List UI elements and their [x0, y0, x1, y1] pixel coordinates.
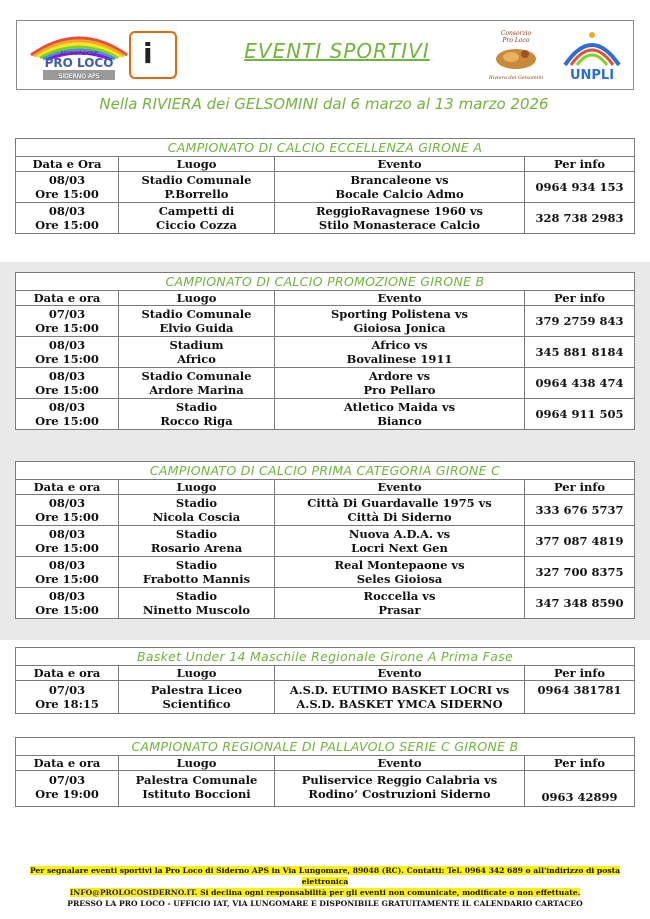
cell-date: [16, 681, 119, 714]
place-line1: Palestra Liceo: [150, 683, 243, 697]
col-header-date: Data e ora: [16, 666, 119, 681]
cell-event: [275, 557, 525, 588]
event-line1: Nuova A.D.A. vs: [348, 527, 451, 541]
section-table-eccellenza: [15, 138, 635, 234]
time: Ore 15:00: [35, 572, 99, 586]
table-row: [16, 495, 635, 526]
place-line2: Rosario Arena: [150, 541, 243, 555]
cell-date: [16, 368, 119, 399]
time: Ore 15:00: [35, 218, 99, 232]
event-line1: Atletico Maida vs: [343, 400, 456, 414]
cell-place: [119, 495, 275, 526]
svg-text:UNPLI: UNPLI: [569, 68, 615, 83]
event-line1: Ardore vs: [368, 369, 431, 383]
event-line2: Bocale Calcio Admo: [335, 187, 464, 201]
cell-event: [275, 306, 525, 337]
time: Ore 15:00: [35, 321, 99, 335]
footer-email: INFO@PROLOCOSIDERNO.IT: [69, 888, 195, 897]
svg-text:SIDERNO APS: SIDERNO APS: [58, 73, 100, 80]
place-line1: Stadium: [169, 338, 224, 352]
cell-info: 0964 438 474: [525, 368, 635, 399]
event-line2: Prasar: [378, 603, 421, 617]
cell-info: 0964 381781: [525, 681, 635, 714]
date: 08/03: [48, 400, 86, 414]
col-header-event: Evento: [275, 756, 525, 771]
col-header-place: Luogo: [119, 756, 275, 771]
cell-info: 0963 42899: [525, 771, 635, 807]
place-line2: P.Borrello: [164, 187, 229, 201]
cell-info: 328 738 2983: [525, 203, 635, 234]
section-table-promozione: [15, 272, 635, 430]
table-row: [16, 337, 635, 368]
table-row: [16, 681, 635, 714]
time: Ore 15:00: [35, 187, 99, 201]
table-row: [16, 588, 635, 619]
period-subtitle: Nella RIVIERA dei GELSOMINI dal 6 marzo al 13 marzo 2026: [99, 95, 549, 113]
cell-event: [275, 681, 525, 714]
col-header-info: Per info: [525, 291, 635, 306]
proloco-siderno-logo: [25, 25, 133, 83]
cell-date: [16, 399, 119, 430]
event-line2: A.S.D. BASKET YMCA SIDERNO: [296, 697, 503, 711]
date: 08/03: [48, 496, 86, 510]
place-line1: Stadio: [175, 400, 218, 414]
svg-text:ASSOCIAZIONE: ASSOCIAZIONE: [60, 51, 98, 57]
place-line2: Frabotto Mannis: [142, 572, 251, 586]
col-header-date: Data e ora: [16, 756, 119, 771]
date: 08/03: [48, 527, 86, 541]
event-line1: Africo vs: [371, 338, 428, 352]
time: Ore 15:00: [35, 383, 99, 397]
place-line2: Nicola Coscia: [152, 510, 241, 524]
event-line2: Locri Next Gen: [351, 541, 448, 555]
event-line1: A.S.D. EUTIMO BASKET LOCRI vs: [289, 683, 510, 697]
cell-date: [16, 306, 119, 337]
table-row: [16, 771, 635, 807]
time: Ore 15:00: [35, 352, 99, 366]
riviera-gelsomini-logo: [485, 27, 547, 83]
date: 08/03: [48, 589, 86, 603]
place-line1: Stadio: [175, 589, 218, 603]
cell-event: [275, 588, 525, 619]
cell-place: [119, 368, 275, 399]
cell-place: [119, 681, 275, 714]
place-line1: Stadio: [175, 527, 218, 541]
time: Ore 18:15: [35, 697, 99, 711]
cell-event: [275, 172, 525, 203]
table-row: [16, 306, 635, 337]
date: 07/03: [48, 683, 86, 697]
date: 08/03: [48, 338, 86, 352]
event-line1: Brancaleone vs: [350, 173, 449, 187]
section-title: CAMPIONATO DI CALCIO PRIMA CATEGORIA GIRONE C: [16, 462, 635, 480]
cell-info: 0964 911 505: [525, 399, 635, 430]
cell-info: 0964 934 153: [525, 172, 635, 203]
table-row: [16, 526, 635, 557]
place-line1: Stadio: [175, 496, 218, 510]
time: Ore 15:00: [35, 414, 99, 428]
cell-info: 345 881 8184: [525, 337, 635, 368]
cell-info: 327 700 8375: [525, 557, 635, 588]
event-line2: Città Di Siderno: [347, 510, 452, 524]
cell-date: [16, 337, 119, 368]
event-line2: Stilo Monasterace Calcio: [318, 218, 481, 232]
table-row: [16, 172, 635, 203]
col-header-info: Per info: [525, 756, 635, 771]
svg-text:Riviera dei Gelsomini: Riviera dei Gelsomini: [488, 75, 544, 81]
place-line1: Stadio Comunale: [141, 173, 252, 187]
cell-place: [119, 337, 275, 368]
place-line2: Ardore Marina: [149, 383, 244, 397]
event-line1: Sporting Polistena vs: [331, 307, 468, 321]
section-table-prima-categoria: [15, 461, 635, 619]
col-header-place: Luogo: [119, 157, 275, 172]
place-line2: Ciccio Cozza: [156, 218, 237, 232]
cell-place: [119, 771, 275, 807]
footer-line1: Per segnalare eventi sportivi la Pro Loco di Siderno APS in Via Lungomare, 89048 (RC). Contatti: Tel. 0964 342 689 o all'indirizzo di posta elettronica: [29, 866, 621, 886]
cell-event: [275, 368, 525, 399]
cell-event: [275, 771, 525, 807]
col-header-date: Data e ora: [16, 291, 119, 306]
col-header-event: Evento: [275, 480, 525, 495]
iat-logo-letter: i: [143, 37, 153, 70]
date: 08/03: [48, 369, 86, 383]
cell-place: [119, 172, 275, 203]
event-line2: Seles Gioiosa: [356, 572, 443, 586]
event-line1: Città Di Guardavalle 1975 vs: [307, 496, 492, 510]
table-row: [16, 557, 635, 588]
section-table-pallavolo: [15, 737, 635, 807]
cell-date: [16, 495, 119, 526]
event-line1: Real Montepaone vs: [334, 558, 465, 572]
cell-date: [16, 771, 119, 807]
place-line1: Stadio: [175, 558, 218, 572]
place-line2: Ninetto Muscolo: [142, 603, 251, 617]
cell-place: [119, 306, 275, 337]
place-line1: Stadio Comunale: [141, 307, 252, 321]
svg-text:PRO LOCO: PRO LOCO: [44, 56, 114, 70]
footer-line3: PRESSO LA PRO LOCO - UFFICIO IAT, VIA LUNGOMARE E DISPONIBILE GRATUITAMENTE IL CALENDARIO CARTACEO: [67, 899, 583, 908]
event-line2: Bovalinese 1911: [346, 352, 453, 366]
svg-text:Consorzio: Consorzio: [500, 30, 532, 37]
cell-date: [16, 557, 119, 588]
cell-event: [275, 203, 525, 234]
place-line1: Campetti di: [158, 204, 235, 218]
place-line2: Scientifico: [162, 697, 231, 711]
table-row: [16, 203, 635, 234]
event-line2: Rodino’ Costruzioni Siderno: [308, 787, 491, 801]
cell-info: 347 348 8590: [525, 588, 635, 619]
place-line1: Stadio Comunale: [141, 369, 252, 383]
date: 08/03: [48, 204, 86, 218]
unpli-logo: [557, 27, 627, 83]
event-line1: Puliservice Reggio Calabria vs: [301, 773, 498, 787]
cell-info: 379 2759 843: [525, 306, 635, 337]
cell-info: 377 087 4819: [525, 526, 635, 557]
time: Ore 15:00: [35, 541, 99, 555]
date: 08/03: [48, 173, 86, 187]
col-header-place: Luogo: [119, 666, 275, 681]
cell-event: [275, 526, 525, 557]
iat-logo: [129, 31, 177, 79]
cell-info: 333 676 5737: [525, 495, 635, 526]
table-row: [16, 399, 635, 430]
col-header-info: Per info: [525, 157, 635, 172]
place-line2: Africo: [177, 352, 216, 366]
table-row: [16, 368, 635, 399]
footer-notes: [20, 865, 630, 909]
col-header-event: Evento: [275, 291, 525, 306]
cell-date: [16, 526, 119, 557]
col-header-event: Evento: [275, 157, 525, 172]
section-title: Basket Under 14 Maschile Regionale Girone A Prima Fase: [16, 648, 635, 666]
event-line2: Gioiosa Jonica: [353, 321, 446, 335]
section-title: CAMPIONATO DI CALCIO ECCELLENZA GIRONE A: [16, 139, 635, 157]
section-title: CAMPIONATO REGIONALE DI PALLAVOLO SERIE C GIRONE B: [16, 738, 635, 756]
place-line2: Istituto Boccioni: [142, 787, 251, 801]
col-header-date: Data e Ora: [16, 157, 119, 172]
cell-place: [119, 399, 275, 430]
section-table-basket: [15, 647, 635, 714]
col-header-event: Evento: [275, 666, 525, 681]
place-line1: Palestra Comunale: [135, 773, 258, 787]
col-header-place: Luogo: [119, 480, 275, 495]
date: 07/03: [48, 307, 86, 321]
event-line2: Pro Pellaro: [363, 383, 436, 397]
event-line1: ReggioRavagnese 1960 vs: [315, 204, 484, 218]
cell-date: [16, 203, 119, 234]
section-title: CAMPIONATO DI CALCIO PROMOZIONE GIRONE B: [16, 273, 635, 291]
col-header-info: Per info: [525, 480, 635, 495]
footer-line2: . Si declina ogni responsabilità per gli eventi non comunicate, modificate o non effettuate.: [194, 888, 581, 897]
event-line1: Roccella vs: [363, 589, 436, 603]
event-line2: Bianco: [377, 414, 422, 428]
cell-date: [16, 588, 119, 619]
cell-place: [119, 557, 275, 588]
time: Ore 15:00: [35, 603, 99, 617]
cell-event: [275, 337, 525, 368]
header-box: [16, 20, 634, 90]
svg-text:Pro Loco: Pro Loco: [502, 37, 530, 44]
cell-event: [275, 399, 525, 430]
place-line2: Elvio Guida: [159, 321, 234, 335]
col-header-date: Data e ora: [16, 480, 119, 495]
date: 08/03: [48, 558, 86, 572]
cell-place: [119, 588, 275, 619]
cell-event: [275, 495, 525, 526]
cell-place: [119, 526, 275, 557]
time: Ore 19:00: [35, 787, 99, 801]
date: 07/03: [48, 773, 86, 787]
page-title: EVENTI SPORTIVI: [244, 39, 430, 63]
col-header-info: Per info: [525, 666, 635, 681]
col-header-place: Luogo: [119, 291, 275, 306]
place-line2: Rocco Riga: [160, 414, 233, 428]
cell-place: [119, 203, 275, 234]
time: Ore 15:00: [35, 510, 99, 524]
cell-date: [16, 172, 119, 203]
